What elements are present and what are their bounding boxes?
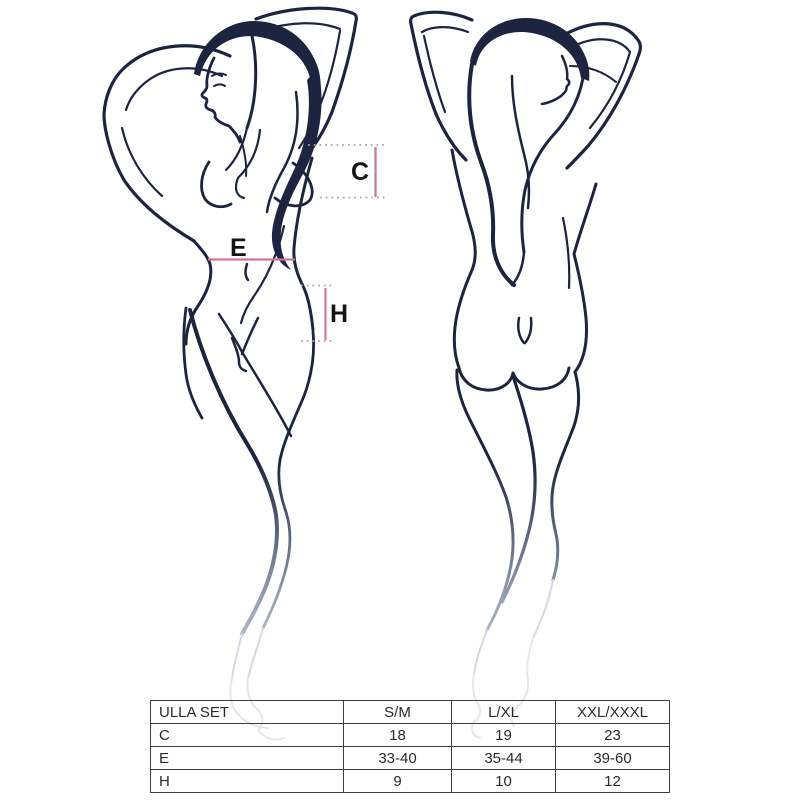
- size-table: [150, 700, 670, 793]
- back-forearm-behind-neck: [570, 66, 616, 82]
- waist-measure-label: E: [230, 234, 247, 262]
- back-left-ankle-line: [474, 630, 487, 674]
- size-column-lxl: L/XL: [452, 701, 556, 724]
- value-e-xxl: 39-60: [556, 747, 670, 770]
- front-leg-sweep: [190, 310, 277, 634]
- back-crack-mark-left: [518, 318, 524, 343]
- value-e-sm: 33-40: [344, 747, 452, 770]
- front-left-ankle-line: [232, 634, 242, 678]
- value-c-sm: 18: [344, 724, 452, 747]
- size-table-product-name: ULLA SET: [151, 701, 344, 724]
- value-h-xxl: 12: [556, 770, 670, 793]
- front-hairline-behind-face: [247, 36, 256, 128]
- back-right-leg-outer: [552, 372, 579, 580]
- row-label-h: H: [151, 770, 344, 793]
- front-left-torso-contour: [186, 241, 211, 344]
- front-right-leg-outer: [263, 332, 314, 628]
- size-table-header-row: [151, 701, 670, 724]
- back-left-arm-inner-upper: [422, 27, 468, 32]
- row-label-e: E: [151, 747, 344, 770]
- back-hair-right-edge: [522, 60, 585, 252]
- size-column-sm: S/M: [344, 701, 452, 724]
- bust-measure-label: C: [351, 158, 370, 186]
- figure-back: [411, 12, 641, 738]
- back-face-profile: [542, 56, 569, 104]
- front-hair-inner-strand: [267, 92, 298, 212]
- value-h-sm: 9: [344, 770, 452, 793]
- front-hair-crown-stroke: [194, 21, 320, 88]
- row-label-c: C: [151, 724, 344, 747]
- back-right-buttock: [513, 368, 569, 389]
- back-left-contour: [452, 150, 475, 368]
- front-navel-mark: [246, 264, 248, 280]
- value-c-xxl: 23: [556, 724, 670, 747]
- back-right-ankle-line: [533, 580, 553, 638]
- back-crack-mark-right: [525, 318, 531, 343]
- front-eye-line: [214, 85, 225, 87]
- back-right-contour: [574, 184, 596, 372]
- hip-measure-label: H: [330, 300, 349, 328]
- value-c-lxl: 19: [452, 724, 556, 747]
- back-spine-line: [563, 218, 569, 288]
- back-left-buttock: [459, 368, 513, 390]
- size-table-row-h: [151, 770, 670, 793]
- figure-front: [104, 8, 356, 739]
- front-right-ankle-line: [248, 628, 263, 678]
- size-column-xxlxxxl: XXL/XXXL: [556, 701, 670, 724]
- value-h-lxl: 10: [452, 770, 556, 793]
- value-e-lxl: 35-44: [452, 747, 556, 770]
- back-left-leg-outer: [457, 370, 513, 630]
- back-hair-tip-strand: [512, 252, 524, 285]
- back-left-arm-outer: [411, 12, 472, 160]
- back-hair-crown-stroke: [470, 18, 589, 81]
- back-left-arm-inner-lower: [424, 36, 445, 112]
- back-leg-sweep: [502, 376, 535, 602]
- front-left-arm-outer: [104, 46, 230, 241]
- size-table-row-e: [151, 747, 670, 770]
- front-inner-thigh-cross-2: [242, 318, 258, 354]
- size-table-row-c: [151, 724, 670, 747]
